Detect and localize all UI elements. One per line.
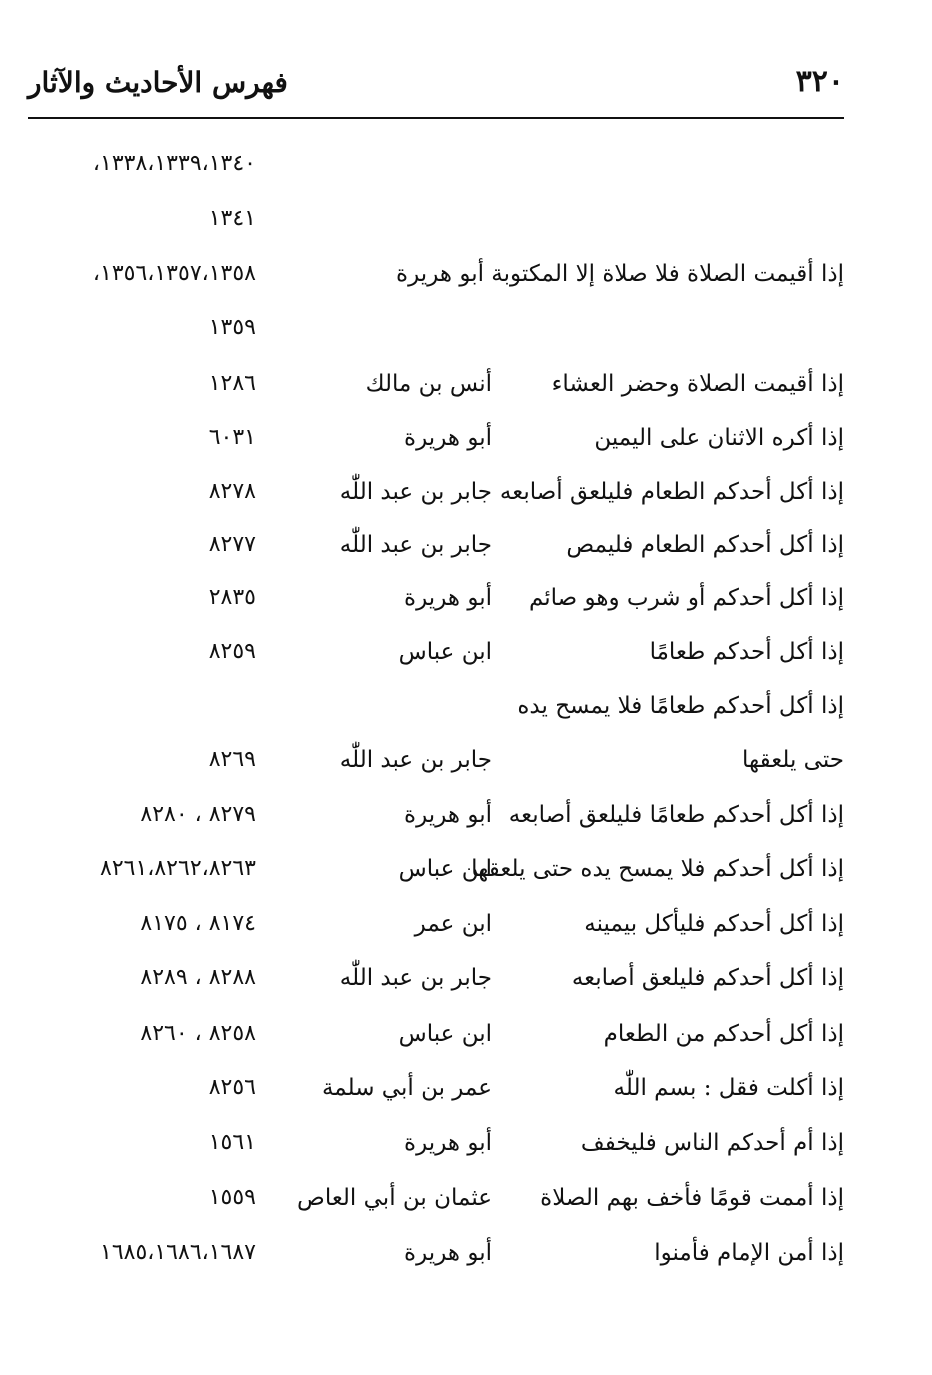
index-entry: [0, 1233, 932, 1273]
index-entry: [0, 472, 932, 512]
index-entry: [0, 144, 932, 184]
index-entry: [0, 849, 932, 889]
page-title: فهرس الأحاديث والآثار: [28, 66, 288, 99]
index-entry: [0, 1014, 932, 1054]
hadith-numbers: ٨٢٦١،٨٢٦٢،٨٢٦٣: [100, 856, 256, 881]
hadith-numbers: ٨٢٧٧: [208, 532, 256, 557]
hadith-numbers: ٨٢٨٨ ، ٨٢٨٩: [140, 965, 256, 990]
hadith-numbers: ١٣٥٩: [208, 315, 256, 340]
hadith-text: إذا أكل أحدكم الطعام فليلعق أصابعه: [499, 479, 844, 505]
hadith-text: إذا أكل أحدكم من الطعام: [603, 1021, 844, 1047]
index-entry: [0, 254, 932, 294]
narrator-name: عثمان بن أبي العاص: [297, 1185, 492, 1211]
hadith-text: إذا أم أحدكم الناس فليخفف: [580, 1130, 844, 1156]
index-entry: [0, 686, 932, 726]
index-entry: [0, 1068, 932, 1108]
index-entry: [0, 1123, 932, 1163]
narrator-name: عمر بن أبي سلمة: [321, 1075, 492, 1101]
hadith-text: حتى يلعقها: [742, 747, 844, 773]
narrator-name: أبو هريرة: [404, 1130, 492, 1156]
hadith-numbers: ٨٢٦٩: [208, 747, 256, 772]
hadith-numbers: ٨٢٥٨ ، ٨٢٦٠: [140, 1021, 256, 1046]
hadith-numbers: ٨٢٧٨: [208, 479, 256, 504]
hadith-text: إذا أقيمت الصلاة وحضر العشاء: [551, 371, 844, 397]
index-entry: [0, 795, 932, 835]
narrator-name: أنس بن مالك: [365, 371, 492, 397]
hadith-numbers: ٨٢٥٦: [208, 1075, 256, 1100]
narrator-name: جابر بن عبد اللّٰه: [339, 965, 492, 991]
hadith-text: إذا أكل أحدكم طعامًا فليلعق أصابعه: [508, 802, 844, 828]
hadith-text: إذا أكل أحدكم طعامًا: [649, 639, 844, 665]
narrator-name: أبو هريرة: [404, 585, 492, 611]
narrator-name: ابن عباس: [398, 856, 492, 882]
hadith-text: إذا أكل أحدكم الطعام فليمص: [566, 532, 844, 558]
hadith-numbers: ١٣٤١: [208, 206, 256, 231]
index-entry: [0, 308, 932, 348]
index-entry: [0, 364, 932, 404]
narrator-name: أبو هريرة: [404, 802, 492, 828]
hadith-text: إذا أكل أحدكم فليلعق أصابعه: [571, 965, 844, 991]
hadith-text: إذا أكل أحدكم طعامًا فلا يمسح يده: [517, 693, 844, 719]
hadith-numbers: ١٥٦١: [208, 1130, 256, 1155]
hadith-numbers: ١٦٨٥،١٦٨٦،١٦٨٧: [100, 1240, 256, 1265]
hadith-text: إذا أمن الإمام فأمنوا: [654, 1240, 844, 1266]
hadith-text: إذا أكل أحدكم فلا يمسح يده حتى يلعقها: [471, 856, 844, 882]
index-entry: [0, 199, 932, 239]
hadith-text: إذا أكلت فقل : بسم اللّٰه: [613, 1075, 844, 1101]
hadith-numbers: ٢٨٣٥: [208, 585, 256, 610]
narrator-name: ابن عمر: [414, 911, 492, 937]
narrator-name: أبو هريرة: [404, 425, 492, 451]
narrator-name: ابن عباس: [398, 639, 492, 665]
index-entry: [0, 740, 932, 780]
narrator-name: جابر بن عبد اللّٰه: [339, 479, 492, 505]
narrator-name: أبو هريرة: [404, 1240, 492, 1266]
hadith-numbers: ١٣٥٦،١٣٥٧،١٣٥٨،: [92, 261, 256, 286]
hadith-numbers: ١٣٣٨،١٣٣٩،١٣٤٠،: [92, 151, 256, 176]
header-divider: [28, 117, 844, 119]
narrator-name: جابر بن عبد اللّٰه: [339, 532, 492, 558]
hadith-text: إذا أممت قومًا فأخف بهم الصلاة: [540, 1185, 844, 1211]
index-entry: [0, 578, 932, 618]
index-entry: [0, 418, 932, 458]
index-entry: [0, 525, 932, 565]
hadith-numbers: ٨٢٥٩: [208, 639, 256, 664]
hadith-numbers: ٨٢٧٩ ، ٨٢٨٠: [140, 802, 256, 827]
narrator-name: ابن عباس: [398, 1021, 492, 1047]
index-entry: [0, 904, 932, 944]
hadith-text: إذا أقيمت الصلاة فلا صلاة إلا المكتوبة أبو هريرة: [396, 261, 844, 287]
index-entry: [0, 1178, 932, 1218]
hadith-text: إذا أكل أحدكم أو شرب وهو صائم: [528, 585, 844, 611]
narrator-name: جابر بن عبد اللّٰه: [339, 747, 492, 773]
hadith-numbers: ٦٠٣١: [208, 425, 256, 450]
hadith-numbers: ١٥٥٩: [208, 1185, 256, 1210]
index-entry: [0, 632, 932, 672]
hadith-numbers: ١٢٨٦: [208, 371, 256, 396]
hadith-text: إذا أكره الاثنان على اليمين: [594, 425, 844, 451]
page-number: ٣٢٠: [795, 64, 844, 99]
hadith-numbers: ٨١٧٤ ، ٨١٧٥: [140, 911, 256, 936]
index-entry: [0, 958, 932, 998]
hadith-text: إذا أكل أحدكم فليأكل بيمينه: [584, 911, 844, 937]
